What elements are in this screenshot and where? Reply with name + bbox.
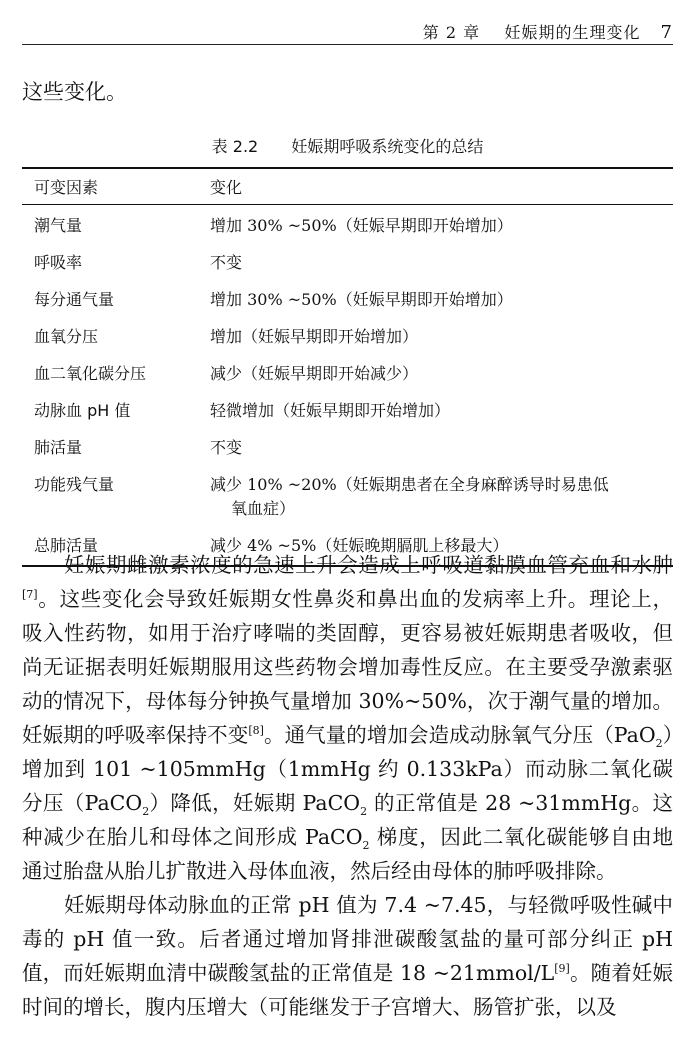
header-variable: 可变因素 [22, 168, 210, 205]
cell-change-line1: 减少 10% ~20%（妊娠期患者在全身麻醉诱导时易患低 [210, 475, 609, 494]
cell-change: 增加 30% ~50%（妊娠早期即开始增加） [210, 290, 513, 309]
table-row [22, 244, 673, 281]
cell-change [210, 466, 673, 527]
citation-9: [9] [554, 962, 570, 976]
table-title: 妊娠期呼吸系统变化的总结 [291, 137, 484, 156]
table-row [22, 355, 673, 392]
p1-text-2: 。这些变化会导致妊娠期女性鼻炎和鼻出血的发病率上升。理论上，吸入性药物，如用于治疗哮喘的类固醇，更容易被妊娠期患者吸收，但尚无证据表明妊娠期服用这些药物会增加毒性反应。在主要受孕激素驱动的情况下，母体每分钟换气量增加 30%~50%，次于潮气量的增加。妊娠期的呼吸率保持不变 [22, 587, 673, 747]
header-change: 变化 [210, 168, 673, 205]
header-chapter: 第 2 章 [422, 23, 481, 42]
cell-variable: 血氧分压 [34, 327, 99, 346]
p1-text-3: 。通气量的增加会造成动脉氧气分压（PaO [263, 723, 656, 747]
cell-variable: 血二氧化碳分压 [34, 364, 147, 383]
paragraph-2 [22, 888, 673, 1024]
p1-text-1: 妊娠期雌激素浓度的急速上升会造成上呼吸道黏膜血管充血和水肿 [64, 553, 673, 577]
cell-change-line2: 氧血症） [231, 499, 296, 518]
cell-variable: 肺活量 [34, 438, 83, 457]
cell-change: 减少（妊娠早期即开始减少） [210, 364, 419, 383]
citation-7: [7] [22, 588, 38, 602]
subscript-2: 2 [142, 805, 150, 819]
cell-change: 增加（妊娠早期即开始增加） [210, 327, 419, 346]
table-row [22, 466, 673, 527]
cell-variable: 功能残气量 [34, 475, 115, 494]
table-row [22, 281, 673, 318]
p1-text-4: ）增加到 101 ~105mmHg（1mmHg 约 0.133kPa）而动脉二氧化碳分压（PaCO [22, 723, 673, 815]
header-title: 妊娠期的生理变化 [504, 23, 641, 42]
p1-text-7: 梯度，因此二氧化碳能够自由地通过胎盘从胎儿扩散进入母体血液，然后经由母体的肺呼吸排除。 [22, 825, 674, 883]
table-caption [0, 134, 695, 157]
p1-text-6: 的正常值是 28 ~31mmHg。这种减少在胎儿和母体之间形成 PaCO [22, 791, 673, 849]
p1-text-5: ）降低，妊娠期 PaCO [149, 791, 361, 815]
header-text [423, 20, 673, 43]
running-header [22, 14, 673, 45]
table-row [22, 318, 673, 355]
cell-change: 减少 4% ~5%（妊娠晚期膈肌上移最大） [210, 527, 673, 566]
table-number: 表 2.2 [211, 137, 259, 156]
cell-variable: 每分通气量 [34, 290, 115, 309]
page-number: 7 [660, 22, 673, 43]
cell-variable: 总肺活量 [22, 527, 210, 566]
cell-change: 不变 [210, 253, 243, 272]
table-row [22, 205, 673, 245]
p2-text-1: 妊娠期母体动脉血的正常 pH 值为 7.4 ~7.45，与轻微呼吸性碱中毒的 pH 值一致。后者通过增加肾排泄碳酸氢盐的量可部分纠正 pH 值，而妊娠期血清中碳酸氢盐的正常值是 18 ~21mmol/L [22, 893, 673, 985]
subscript-2: 2 [360, 805, 368, 819]
citation-8: [8] [248, 724, 264, 738]
cell-change: 轻微增加（妊娠早期即开始增加） [210, 401, 451, 420]
subscript-2: 2 [362, 839, 370, 853]
summary-table [22, 167, 673, 567]
p2-text-2: 。随着妊娠时间的增长，腹内压增大（可能继发于子宫增大、肠管扩张，以及 [22, 961, 674, 1019]
intro-text: 这些变化。 [22, 80, 127, 104]
subscript-2: 2 [655, 737, 663, 751]
cell-change: 增加 30% ~50%（妊娠早期即开始增加） [210, 216, 513, 235]
cell-change: 不变 [210, 438, 243, 457]
table-header-row [22, 168, 673, 205]
table-row [22, 429, 673, 466]
paragraph-1 [22, 548, 673, 888]
table-row [22, 392, 673, 429]
cell-variable: 动脉血 pH 值 [34, 401, 131, 420]
cell-variable: 呼吸率 [34, 253, 83, 272]
body-text [22, 548, 673, 1024]
cell-variable: 潮气量 [34, 216, 83, 235]
